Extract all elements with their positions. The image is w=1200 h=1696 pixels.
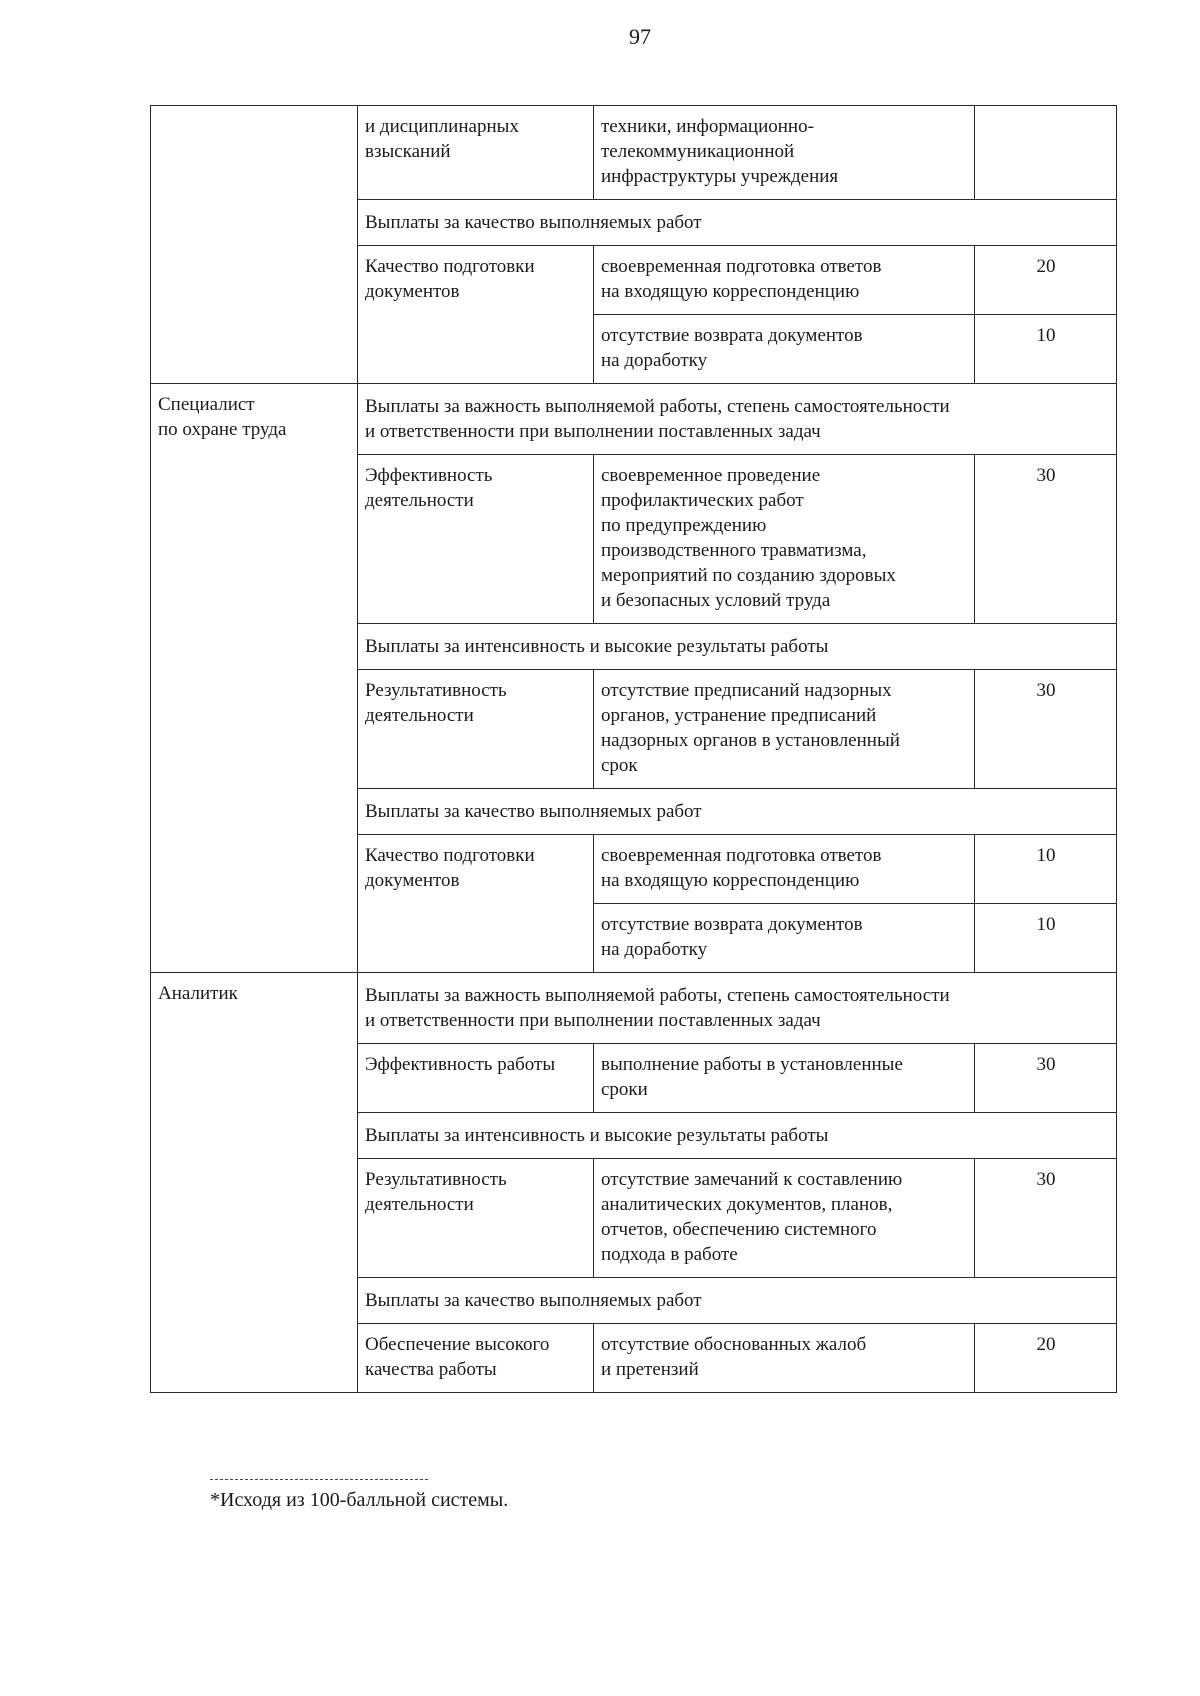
footnote: *Исходя из 100-балльной системы. [210, 1489, 509, 1511]
criteria-table [150, 105, 1117, 1393]
footnote-divider [210, 1479, 428, 1480]
page-number: 97 [629, 24, 651, 49]
indicator-cell: отсутствие обоснованных жалоб и претензий [594, 1324, 975, 1393]
indicator-cell: своевременное проведение профилактических работ по предупреждению производственного травматизма, мероприятий по созданию здоровых и безопасных условий труда [594, 455, 975, 624]
points-cell: 10 [975, 315, 1117, 384]
table-row [151, 973, 1117, 1044]
table-row [151, 1113, 1117, 1159]
points-cell: 10 [975, 835, 1117, 904]
role-cell [151, 246, 358, 315]
role-cell [151, 789, 358, 835]
role-cell [151, 1044, 358, 1113]
table-row [151, 835, 1117, 904]
criterion-cell: Результативность деятельности [358, 1159, 594, 1278]
category-cell: Выплаты за важность выполняемой работы, степень самостоятельности и ответственности при выполнении поставленных задач [358, 973, 1117, 1044]
criterion-cell: и дисциплинарных взысканий [358, 106, 594, 200]
table-row [151, 670, 1117, 789]
role-cell [151, 904, 358, 973]
indicator-cell: выполнение работы в установленные сроки [594, 1044, 975, 1113]
criterion-cell: Эффективность работы [358, 1044, 594, 1113]
role-cell [151, 315, 358, 384]
role-cell [151, 106, 358, 200]
category-cell: Выплаты за важность выполняемой работы, степень самостоятельности и ответственности при выполнении поставленных задач [358, 384, 1117, 455]
points-cell [975, 106, 1117, 200]
points-cell: 20 [975, 246, 1117, 315]
table-row [151, 1159, 1117, 1278]
indicator-cell: отсутствие возврата документов на доработку [594, 904, 975, 973]
points-cell: 10 [975, 904, 1117, 973]
role-cell [151, 455, 358, 624]
role-cell [151, 1113, 358, 1159]
category-cell: Выплаты за интенсивность и высокие результаты работы [358, 624, 1117, 670]
table-row [151, 1278, 1117, 1324]
criterion-cell [358, 315, 594, 384]
category-cell: Выплаты за качество выполняемых работ [358, 1278, 1117, 1324]
role-cell [151, 1324, 358, 1393]
role-cell [151, 200, 358, 246]
points-cell: 20 [975, 1324, 1117, 1393]
criterion-cell: Качество подготовки документов [358, 835, 594, 904]
role-cell [151, 1278, 358, 1324]
criterion-cell [358, 904, 594, 973]
criterion-cell: Результативность деятельности [358, 670, 594, 789]
category-cell: Выплаты за качество выполняемых работ [358, 789, 1117, 835]
category-cell: Выплаты за качество выполняемых работ [358, 200, 1117, 246]
role-cell [151, 624, 358, 670]
criterion-cell: Эффективность деятельности [358, 455, 594, 624]
table-row [151, 106, 1117, 200]
table-row [151, 246, 1117, 315]
table-row [151, 200, 1117, 246]
table-row [151, 315, 1117, 384]
table-row [151, 1324, 1117, 1393]
category-cell: Выплаты за интенсивность и высокие результаты работы [358, 1113, 1117, 1159]
role-cell [151, 835, 358, 904]
points-cell: 30 [975, 455, 1117, 624]
indicator-cell: своевременная подготовка ответов на входящую корреспонденцию [594, 835, 975, 904]
indicator-cell: техники, информационно- телекоммуникационной инфраструктуры учреждения [594, 106, 975, 200]
criterion-cell: Качество подготовки документов [358, 246, 594, 315]
indicator-cell: отсутствие возврата документов на доработку [594, 315, 975, 384]
table-row [151, 624, 1117, 670]
table-row [151, 904, 1117, 973]
points-cell: 30 [975, 1044, 1117, 1113]
table-row [151, 455, 1117, 624]
role-cell [151, 1159, 358, 1278]
role-cell: Аналитик [151, 973, 358, 1044]
points-cell: 30 [975, 1159, 1117, 1278]
role-cell: Специалист по охране труда [151, 384, 358, 455]
table-row [151, 789, 1117, 835]
criterion-cell: Обеспечение высокого качества работы [358, 1324, 594, 1393]
indicator-cell: отсутствие замечаний к составлению аналитических документов, планов, отчетов, обеспечению системного подхода в работе [594, 1159, 975, 1278]
table-row [151, 1044, 1117, 1113]
role-cell [151, 670, 358, 789]
indicator-cell: отсутствие предписаний надзорных органов, устранение предписаний надзорных органов в установленный срок [594, 670, 975, 789]
points-cell: 30 [975, 670, 1117, 789]
table-row [151, 384, 1117, 455]
indicator-cell: своевременная подготовка ответов на входящую корреспонденцию [594, 246, 975, 315]
